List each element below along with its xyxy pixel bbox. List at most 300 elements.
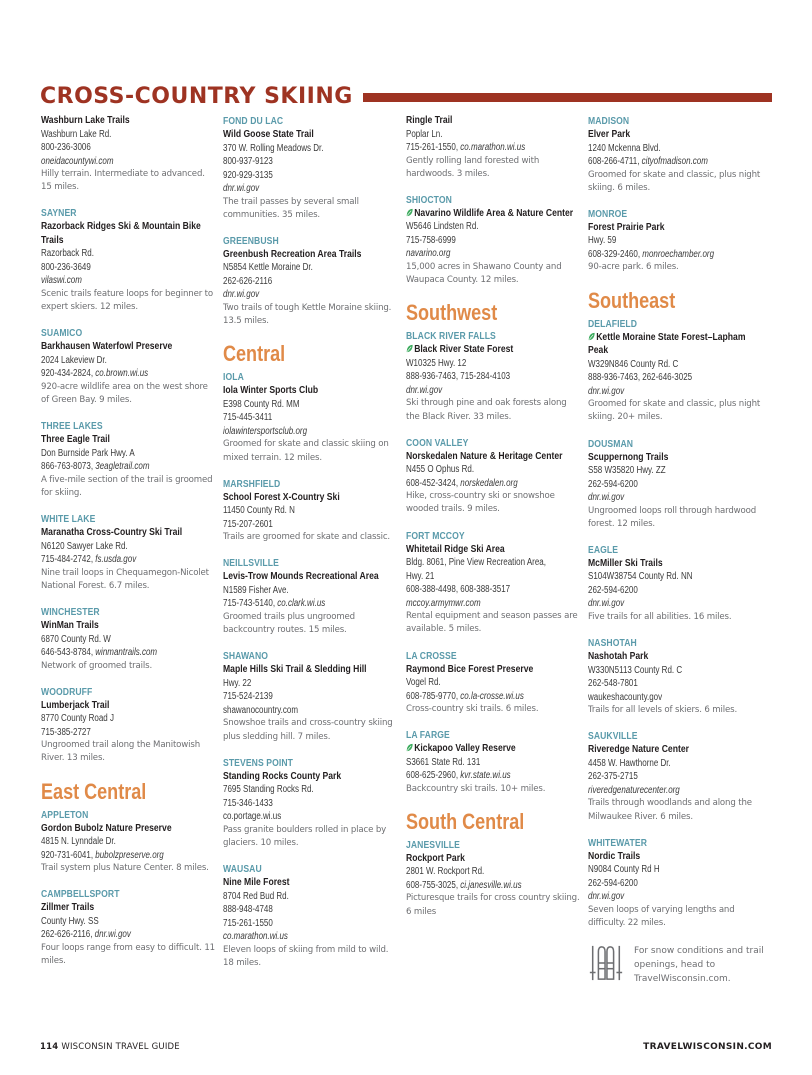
contact-line: [406, 357, 582, 371]
trail-name: [41, 220, 217, 247]
contact-text: Hwy. 21: [406, 570, 435, 582]
website-link[interactable]: iolawintersportsclub.org: [223, 425, 308, 437]
website-link[interactable]: navarino.org: [406, 248, 451, 260]
contact-text: Hwy. 59: [588, 235, 617, 247]
city-name: SAUKVILLE: [588, 730, 638, 743]
contact-text: waukeshacounty.gov: [588, 691, 663, 703]
contact-line: [41, 141, 217, 155]
contact-line: [41, 540, 217, 554]
contact-line: [223, 155, 399, 169]
contact-line: [588, 691, 764, 705]
city-name: EAGLE: [588, 543, 619, 556]
website-link[interactable]: monroechamber.org: [642, 248, 715, 260]
trail-name-text: Raymond Bice Forest Preserve: [406, 662, 534, 675]
website-link[interactable]: dnr.wi.gov: [223, 183, 260, 194]
contact-text: 715-385-2727: [41, 726, 91, 738]
trail-listing: [223, 370, 399, 464]
trail-description: 15,000 acres in Shawano County and Waupaca County. 12 miles.: [406, 261, 562, 286]
city-name: JANESVILLE: [406, 838, 460, 851]
trail-name-text: Zillmer Trails: [41, 901, 95, 914]
contact-line: [41, 274, 217, 288]
trail-listing: [406, 436, 582, 517]
contact-line: [223, 797, 399, 811]
trail-description: Network of groomed trails.: [41, 660, 153, 671]
contact-text: W330N5113 County Rd. C: [588, 664, 683, 676]
contact-line: [406, 463, 582, 477]
contact-line: [406, 879, 582, 893]
contact-line: [406, 128, 582, 142]
contact-line: [406, 676, 582, 690]
contact-line: [588, 464, 764, 478]
contact-text: 11450 County Rd. N: [223, 505, 295, 517]
contact-line: [223, 169, 399, 183]
leaf-icon: [406, 743, 413, 752]
contact-text: 608-452-3424,: [406, 477, 461, 489]
trail-name-text: Norskedalen Nature & Heritage Center: [406, 449, 563, 462]
title-rule: [363, 93, 772, 102]
trail-description: Scenic trails feature loops for beginner to expert skiers. 12 miles.: [41, 288, 213, 313]
contact-text: 262-626-2116,: [41, 929, 95, 941]
trail-listing: [588, 636, 764, 717]
contact-line: [223, 690, 399, 704]
contact-text: 2801 W. Rockport Rd.: [406, 866, 485, 878]
website-link[interactable]: cityofmadison.com: [641, 156, 708, 167]
trail-name-text: Elver Park: [588, 128, 631, 140]
trail-description: 90-acre park. 6 miles.: [588, 262, 679, 273]
contact-line: [223, 261, 399, 275]
contact-line: [588, 155, 764, 169]
trail-name-text: Standing Rocks County Park: [223, 769, 342, 782]
city-name: NEILLSVILLE: [223, 557, 279, 570]
column-4: [588, 114, 764, 986]
contact-text: 920-434-2824,: [41, 368, 96, 380]
contact-text: 920-731-6041,: [41, 849, 96, 861]
contact-line: [406, 597, 582, 611]
website-link[interactable]: dnr.wi.gov: [588, 492, 625, 504]
trail-listing: [41, 808, 217, 876]
contact-line: [588, 877, 764, 891]
city-name: LA CROSSE: [406, 649, 457, 662]
trail-name: [41, 822, 217, 836]
trail-name-text: Nine Mile Forest: [223, 876, 290, 889]
trail-description: Groomed for skate and classic, plus night skiing. 20+ miles.: [588, 399, 761, 423]
website-link[interactable]: co.clark.wi.us: [277, 598, 326, 610]
contact-text: Vogel Rd.: [406, 677, 441, 689]
contact-line: [588, 142, 764, 156]
contact-text: 7695 Standing Rocks Rd.: [223, 784, 314, 796]
contact-line: [41, 646, 217, 660]
contact-text: shawanocountry.com: [223, 704, 298, 716]
footer-left: [40, 1042, 180, 1052]
contact-text: 6870 County Rd. W: [41, 633, 111, 645]
trail-name: [223, 770, 399, 784]
contact-line: [223, 504, 399, 518]
contact-line: [588, 570, 764, 584]
trail-name: [223, 384, 399, 398]
trail-listing: [406, 193, 582, 287]
region-heading: East Central: [41, 778, 147, 804]
contact-text: 715-261-1550,: [406, 142, 461, 153]
contact-line: [223, 411, 399, 425]
trail-name-text: Nordic Trails: [588, 849, 641, 862]
contact-line: [406, 769, 582, 783]
contact-text: 715-207-2601: [223, 518, 273, 530]
contact-line: [588, 234, 764, 248]
contact-line: [223, 917, 399, 931]
trail-description: Seven loops of varying lengths and difficulty. 22 miles.: [588, 904, 735, 928]
trail-listing: [588, 729, 764, 823]
contact-text: N5854 Kettle Moraine Dr.: [223, 262, 313, 274]
contact-text: 715-484-2742,: [41, 554, 96, 566]
website-link[interactable]: dnr.wi.gov: [588, 598, 625, 610]
column-2: [223, 114, 399, 982]
contact-line: [223, 597, 399, 611]
trail-name: [588, 451, 764, 465]
trail-listing: [406, 329, 582, 423]
region-heading: Central: [223, 341, 286, 367]
contact-line: [588, 584, 764, 598]
leaf-icon: [406, 344, 413, 353]
contact-text: 8704 Red Bud Rd.: [223, 890, 289, 902]
contact-text: 262-375-2715: [588, 771, 638, 783]
trail-description: Eleven loops of skiing from mild to wild. 18 miles.: [223, 944, 389, 968]
trail-name-text: Rockport Park: [406, 851, 465, 864]
trail-name: [223, 663, 399, 677]
contact-text: 608-388-4498, 608-388-3517: [406, 584, 511, 596]
trail-name: [588, 650, 764, 664]
city-name: COON VALLEY: [406, 436, 469, 449]
trail-description: Cross-country ski trails. 6 miles.: [406, 704, 539, 715]
contact-line: [588, 385, 764, 399]
trail-name-text: Maple Hills Ski Trail & Sledding Hill: [223, 663, 367, 676]
trail-description: Ungroomed trail along the Manitowish River. 13 miles.: [41, 740, 201, 764]
page-number: 114: [40, 1042, 59, 1052]
trail-description: Gently rolling land forested with hardwoods. 3 miles.: [406, 155, 540, 179]
city-name: WAUSAU: [223, 863, 262, 876]
contact-text: 1240 Mckenna Blvd.: [588, 142, 661, 154]
trail-name-text: Three Eagle Trail: [41, 433, 110, 446]
contact-line: [588, 784, 764, 798]
trail-name: [41, 114, 217, 128]
trail-name: [406, 742, 582, 756]
website-link[interactable]: mccoy.armymwr.com: [406, 597, 481, 609]
trail-name: [406, 207, 582, 221]
trail-description: Ski through pine and oak forests along the Black River. 33 miles.: [406, 398, 567, 422]
trail-name: [223, 491, 399, 505]
website-link[interactable]: norskedalen.org: [460, 477, 518, 489]
region-heading: Southeast: [588, 287, 676, 313]
trail-listing: [588, 114, 764, 195]
trail-name-text: Ringle Trail: [406, 114, 453, 126]
city-name: WINCHESTER: [41, 606, 100, 619]
website-link[interactable]: oneidacountywi.com: [41, 155, 114, 167]
trail-description: The trail passes by several small communities. 35 miles.: [223, 196, 359, 220]
website-link[interactable]: dnr.wi.gov: [94, 929, 131, 941]
contact-text: 866-763-8073,: [41, 461, 96, 473]
contact-text: 4815 N. Lynndale Dr.: [41, 836, 116, 848]
trail-description: Pass granite boulders rolled in place by glaciers. 10 miles.: [223, 824, 387, 848]
trail-name-text: Kettle Moraine State Forest–Lapham Peak: [588, 330, 746, 357]
contact-text: 370 W. Rolling Meadows Dr.: [223, 142, 324, 154]
trail-name: [588, 850, 764, 864]
city-name: MARSHFIELD: [223, 477, 281, 490]
contact-line: [41, 460, 217, 474]
contact-line: [41, 928, 217, 942]
contact-line: [406, 247, 582, 261]
city-name: APPLETON: [41, 808, 89, 821]
trail-listing: [223, 114, 399, 222]
city-name: SUAMICO: [41, 327, 83, 340]
contact-line: [588, 664, 764, 678]
website-link[interactable]: co.brown.wi.us: [95, 368, 149, 380]
trail-name-text: Kickapoo Valley Reserve: [414, 742, 516, 755]
website-link[interactable]: dnr.wi.gov: [406, 384, 443, 396]
contact-text: 608-266-4711,: [588, 156, 642, 167]
contact-line: [588, 478, 764, 492]
city-name: SAYNER: [41, 207, 77, 220]
trail-listing: [223, 756, 399, 850]
trail-name-text: Black River State Forest: [414, 343, 514, 356]
contact-line: [223, 783, 399, 797]
contact-line: [588, 358, 764, 372]
contact-text: W329N846 County Rd. C: [588, 358, 679, 370]
website-link[interactable]: kvr.state.wi.us: [460, 770, 511, 782]
contact-line: [588, 677, 764, 691]
contact-line: [223, 288, 399, 302]
contact-line: [406, 384, 582, 398]
website-link[interactable]: winmantrails.com: [95, 647, 158, 659]
trail-description: Trails are groomed for skate and classic.: [223, 532, 390, 543]
contact-line: [41, 354, 217, 368]
contact-text: 715-261-1550: [223, 917, 273, 929]
trail-listing: [41, 206, 217, 314]
trail-name-text: McMiller Ski Trails: [588, 556, 663, 569]
contact-line: [406, 220, 582, 234]
trail-name-text: Washburn Lake Trails: [41, 114, 130, 126]
contact-line: [223, 182, 399, 196]
trail-name-text: Wild Goose State Trail: [223, 128, 314, 140]
trail-listing: [41, 114, 217, 194]
contact-line: [406, 477, 582, 491]
contact-text: 800-236-3006: [41, 142, 91, 153]
trail-name: [406, 114, 582, 128]
column-1: [41, 114, 217, 980]
trail-name-text: Navarino Wildlife Area & Nature Center: [414, 206, 574, 219]
trail-name-text: School Forest X-Country Ski: [223, 490, 340, 503]
contact-text: 8770 County Road J: [41, 713, 114, 725]
contact-line: [406, 583, 582, 597]
trail-description: Nine trail loops in Chequamegon-Nicolet National Forest. 6.7 miles.: [41, 567, 209, 591]
trail-description: Groomed for skate and classic, plus night skiing. 6 miles.: [588, 169, 761, 193]
trail-name-text: Greenbush Recreation Area Trails: [223, 247, 362, 260]
trail-listing: [406, 649, 582, 717]
contact-text: W5646 Lindsten Rd.: [406, 221, 479, 233]
trail-description: Rental equipment and season passes are available. 5 miles.: [406, 611, 578, 635]
city-name: WOODRUFF: [41, 685, 93, 698]
trail-description: Two trails of tough Kettle Moraine skiing. 13.5 miles.: [223, 302, 392, 327]
website-link[interactable]: dnr.wi.gov: [223, 289, 260, 301]
trail-name-text: Lumberjack Trail: [41, 698, 110, 711]
contact-text: E398 County Rd. MM: [223, 398, 300, 410]
trail-listing: [406, 114, 582, 181]
trail-name: [588, 331, 764, 358]
contact-line: [41, 553, 217, 567]
page-header: [40, 81, 772, 111]
trail-listing: [588, 317, 764, 425]
contact-text: 715-758-6999: [406, 234, 456, 246]
trail-listing: [588, 543, 764, 624]
contact-text: 608-755-3025,: [406, 879, 461, 891]
trail-name-text: Iola Winter Sports Club: [223, 384, 319, 397]
contact-text: 608-625-2960,: [406, 770, 461, 782]
column-3: [406, 114, 582, 931]
trail-description: Backcountry ski trails. 10+ miles.: [406, 783, 546, 794]
contact-text: Washburn Lake Rd.: [41, 128, 112, 140]
trail-listing: [223, 862, 399, 970]
trail-name-text: Levis-Trow Mounds Recreational Area: [223, 570, 379, 583]
contact-text: 262-626-2116: [223, 275, 273, 287]
contact-line: [223, 810, 399, 824]
trail-name: [406, 543, 582, 557]
footer-website[interactable]: TRAVELWISCONSIN.COM: [643, 1042, 772, 1052]
trail-name: [41, 526, 217, 540]
city-name: MONROE: [588, 207, 628, 220]
website-link[interactable]: co.marathon.wi.us: [460, 142, 526, 153]
trail-name: [406, 450, 582, 464]
contact-line: [588, 371, 764, 385]
trail-description: Hike, cross-country ski or snowshoe wooded trails. 9 miles.: [406, 491, 555, 515]
city-name: THREE LAKES: [41, 420, 103, 433]
trail-listing: [406, 838, 582, 919]
contact-line: [588, 491, 764, 505]
website-link[interactable]: dnr.wi.gov: [588, 385, 625, 397]
city-name: WHITEWATER: [588, 836, 648, 849]
website-link[interactable]: fs.usda.gov: [95, 554, 137, 566]
contact-line: [406, 141, 582, 155]
contact-text: 4458 W. Hawthorne Dr.: [588, 757, 671, 769]
contact-line: [588, 890, 764, 904]
trail-name: [223, 570, 399, 584]
contact-line: [41, 247, 217, 261]
website-link[interactable]: co.la-crosse.wi.us: [460, 690, 524, 702]
website-link[interactable]: riveredgenaturecenter.org: [588, 784, 680, 796]
trail-description: Picturesque trails for cross country skiing. 6 miles: [406, 893, 580, 917]
contact-line: [588, 770, 764, 784]
trail-description: A five-mile section of the trail is groomed for skiing.: [41, 474, 213, 498]
trail-description: Four loops range from easy to difficult. 11 miles.: [41, 942, 215, 967]
city-name: IOLA: [223, 371, 244, 384]
trail-listing: [41, 512, 217, 593]
trail-listing: [223, 477, 399, 545]
trail-description: Snowshoe trails and cross-country skiing plus sledding hill. 7 miles.: [223, 718, 393, 742]
trail-listing: [41, 419, 217, 500]
contact-line: [588, 597, 764, 611]
trail-name-text: Maranatha Cross-Country Ski Trail: [41, 526, 183, 539]
website-link[interactable]: dnr.wi.gov: [588, 891, 625, 903]
trail-name: [41, 901, 217, 915]
trail-listing: [588, 836, 764, 930]
city-name: SHAWANO: [223, 650, 269, 663]
contact-text: N1589 Fisher Ave.: [223, 584, 289, 596]
trail-name-text: Gordon Bubolz Nature Preserve: [41, 821, 172, 834]
leaf-icon: [406, 208, 413, 217]
trail-description: Five trails for all abilities. 16 miles.: [588, 611, 732, 622]
trail-listing: [588, 437, 764, 531]
trail-name-text: Whitetail Ridge Ski Area: [406, 542, 505, 555]
contact-line: [223, 142, 399, 156]
contact-text: County Hwy. SS: [41, 915, 99, 927]
contact-line: [223, 275, 399, 289]
contact-line: [41, 726, 217, 740]
trail-listing: [41, 887, 217, 968]
tip-text: For snow conditions and trail openings, head to TravelWisconsin.com.: [634, 946, 764, 985]
contact-line: [41, 849, 217, 863]
trail-name-text: Razorback Ridges Ski & Mountain Bike Trails: [41, 220, 201, 246]
trail-listing: [588, 207, 764, 275]
leaf-icon: [588, 332, 595, 341]
trail-name: [41, 619, 217, 633]
contact-line: [41, 261, 217, 275]
contact-line: [41, 633, 217, 647]
trail-name-text: WinMan Trails: [41, 619, 99, 632]
trail-name: [223, 128, 399, 142]
contact-line: [223, 677, 399, 691]
contact-line: [41, 367, 217, 381]
trail-description: 920-acre wildlife area on the west shore of Green Bay. 9 miles.: [41, 381, 208, 406]
contact-line: [41, 712, 217, 726]
website-link[interactable]: ci.janesville.wi.us: [460, 879, 522, 891]
contact-line: [223, 890, 399, 904]
trail-name-text: Barkhausen Waterfowl Preserve: [41, 340, 173, 353]
trail-listing: [223, 649, 399, 743]
trail-listing: [406, 529, 582, 637]
city-name: NASHOTAH: [588, 637, 637, 650]
contact-line: [223, 903, 399, 917]
contact-text: 888-948-4748: [223, 904, 273, 916]
trail-name: [406, 343, 582, 357]
contact-text: 715-445-3411: [223, 412, 273, 424]
city-name: MADISON: [588, 115, 630, 127]
contact-text: 800-236-3649: [41, 261, 91, 273]
website-link[interactable]: 3eagletrail.com: [95, 461, 150, 473]
trail-description: Trail system plus Nature Center. 8 miles.: [41, 863, 209, 874]
contact-line: [406, 756, 582, 770]
trail-description: Hilly terrain. Intermediate to advanced. 15 miles.: [41, 169, 205, 193]
contact-text: S104W38754 County Rd. NN: [588, 571, 693, 583]
contact-text: co.portage.wi.us: [223, 811, 282, 823]
contact-line: [223, 518, 399, 532]
website-link[interactable]: vilaswi.com: [41, 275, 82, 287]
website-link[interactable]: bubolzpreserve.org: [95, 849, 164, 861]
contact-text: 608-785-9770,: [406, 690, 461, 702]
contact-line: [223, 425, 399, 439]
trail-listing: [41, 685, 217, 766]
contact-text: 262-548-7801: [588, 678, 638, 690]
trail-name: [588, 128, 764, 142]
contact-line: [406, 370, 582, 384]
trail-name-text: Riveredge Nature Center: [588, 743, 689, 756]
contact-text: 608-329-2460,: [588, 248, 643, 260]
website-link[interactable]: co.marathon.wi.us: [223, 931, 288, 943]
contact-text: W10325 Hwy. 12: [406, 357, 467, 369]
contact-text: Hwy. 22: [223, 677, 252, 689]
contact-line: [223, 584, 399, 598]
snow-conditions-tip: [588, 944, 764, 986]
contact-text: 715-524-2139: [223, 691, 273, 703]
contact-text: 888-936-7463, 262-646-3025: [588, 372, 693, 384]
city-name: DOUSMAN: [588, 437, 634, 450]
contact-text: 920-929-3135: [223, 169, 273, 181]
